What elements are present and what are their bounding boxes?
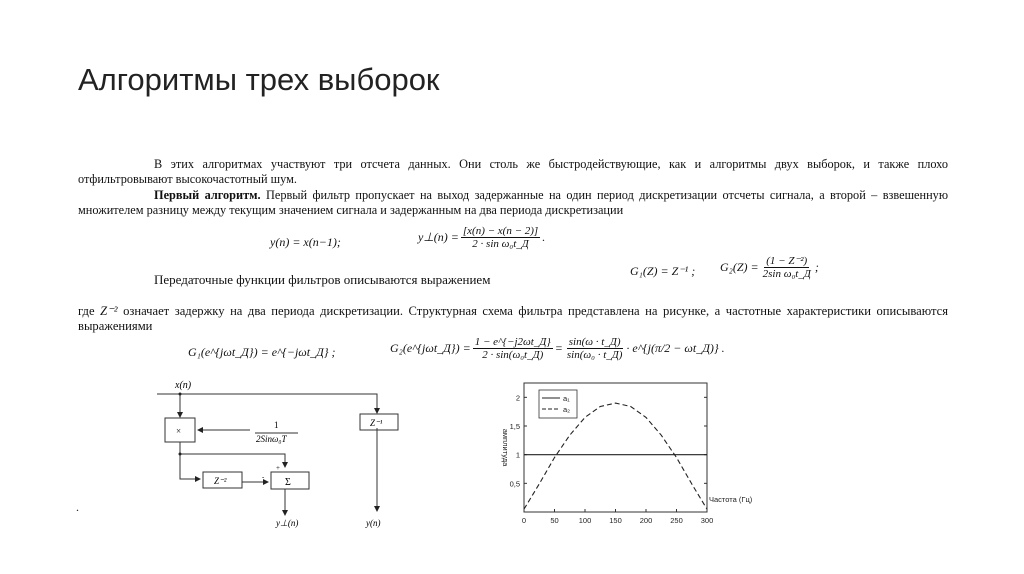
- eq-numerator: 1 − e^{−j2ωt_Д}: [474, 336, 551, 348]
- x-tick-label: 0: [521, 516, 527, 525]
- x-tick-label: 300: [700, 516, 714, 525]
- z-symbol: Z⁻²: [100, 304, 118, 318]
- paragraph-delay: [78, 304, 948, 334]
- slide-title: Алгоритмы трех выборок: [78, 62, 440, 97]
- equation-y-perp: [418, 225, 545, 250]
- delay-text: означает задержку на два периода дискретизации. Структурная схема фильтра представлена на рисунке, а частотные характеристики описываются выражениями: [78, 304, 948, 333]
- eq-numerator: [x(n) − x(n − 2)]: [462, 225, 539, 237]
- equation-g2-freq: G₂(e^{jωt_Д}) = $\frac{1 - e\^{}\{-j2\omega t\_Д\}}{\text{2 · sin(ω₀t\_Д)}}$ = $\frac{\sin(\omega \cdot t\_Д)}{\text{sin(ω₀ · t\_Д)}}$ · e^{j(π/2 − ωt_Д)} .: [390, 336, 725, 361]
- gain-num: 1: [274, 420, 279, 430]
- y-tick-label: 2: [515, 393, 520, 403]
- eq-lhs: G₂(Z) =: [720, 259, 759, 274]
- y-tick-label: 1,5: [509, 422, 520, 431]
- eq-end: .: [542, 230, 546, 244]
- equation-g1-freq: G₁(e^{jωt_Д}) = e^{−jωt_Д} ;: [188, 345, 336, 359]
- paragraph-intro: В этих алгоритмах участвуют три отсчета данных. Они столь же быстродействующие, как и алгоритмы двух выборок, и также плохо отфильтровывают высокочастотный шум.: [78, 157, 948, 186]
- gain-den: 2Sinω₀T: [256, 434, 287, 444]
- y-axis-label: амплитуда: [501, 428, 510, 467]
- paragraph-transfer: Передаточные функции фильтров описываются выражением: [154, 272, 491, 287]
- x-tick-label: 250: [670, 516, 683, 525]
- equation-g1: G₁(Z) = Z⁻¹ ;: [630, 264, 696, 278]
- stray-dot: .: [76, 500, 79, 514]
- eq-denominator: 2 · sin ω₀t_Д: [472, 238, 529, 250]
- x-tick-label: 200: [639, 516, 653, 525]
- mult-label: ×: [176, 426, 182, 436]
- eq-tail: · e^{j(π/2 − ωt_Д)} .: [626, 341, 725, 355]
- x-axis-label: Частота (Гц): [709, 495, 753, 504]
- input-label: x(n): [175, 380, 192, 391]
- eq-denominator: 2 · sin(ω₀t_Д): [482, 349, 544, 361]
- y-tick-label: 1: [515, 450, 520, 460]
- delay2-label: Z⁻²: [214, 476, 227, 486]
- x-tick-label: 100: [578, 516, 592, 525]
- plus-sign: +: [276, 464, 280, 472]
- eq-denominator: 2sin ω₀t_Д: [762, 268, 811, 280]
- output-perp-label: y⊥(n): [276, 518, 299, 528]
- eq-end: ;: [814, 259, 819, 274]
- equation-y: y(n) = x(n−1);: [270, 235, 341, 249]
- sum-label: Σ: [285, 477, 291, 488]
- paragraph-first-algorithm: [78, 188, 948, 218]
- minus-sign: -: [262, 473, 265, 481]
- eq-numerator: sin(ω · t_Д): [568, 336, 621, 348]
- first-algorithm-text: Первый фильтр пропускает на выход задержанные на один период дискретизации отсчеты сигнала, а второй – взвешенную множителем разницу между текущим значением сигнала и задержанным на два периода дискретизации: [78, 188, 949, 217]
- delay1-label: Z⁻¹: [370, 418, 383, 428]
- eq-lhs: y⊥(n) =: [418, 230, 459, 244]
- x-tick-label: 50: [550, 516, 559, 525]
- y-tick-label: 0,5: [509, 479, 520, 489]
- block-diagram: [150, 375, 450, 535]
- equation-g2: [720, 254, 819, 280]
- legend-label: a₁: [563, 394, 570, 403]
- eq-numerator: (1 − Z⁻²): [766, 255, 808, 267]
- eq-denominator: sin(ω₀ · t_Д): [566, 349, 623, 361]
- first-algorithm-heading: Первый алгоритм.: [154, 188, 261, 202]
- series-line-dashed: [524, 403, 707, 509]
- output-label: y(n): [366, 518, 381, 528]
- where-text: где: [78, 304, 95, 318]
- eq-lhs: G₂(e^{jωt_Д}) =: [390, 341, 471, 355]
- x-tick-label: 150: [609, 516, 622, 525]
- legend-box: [539, 390, 577, 418]
- frequency-chart: [490, 375, 770, 535]
- legend-label: a₂: [563, 405, 571, 414]
